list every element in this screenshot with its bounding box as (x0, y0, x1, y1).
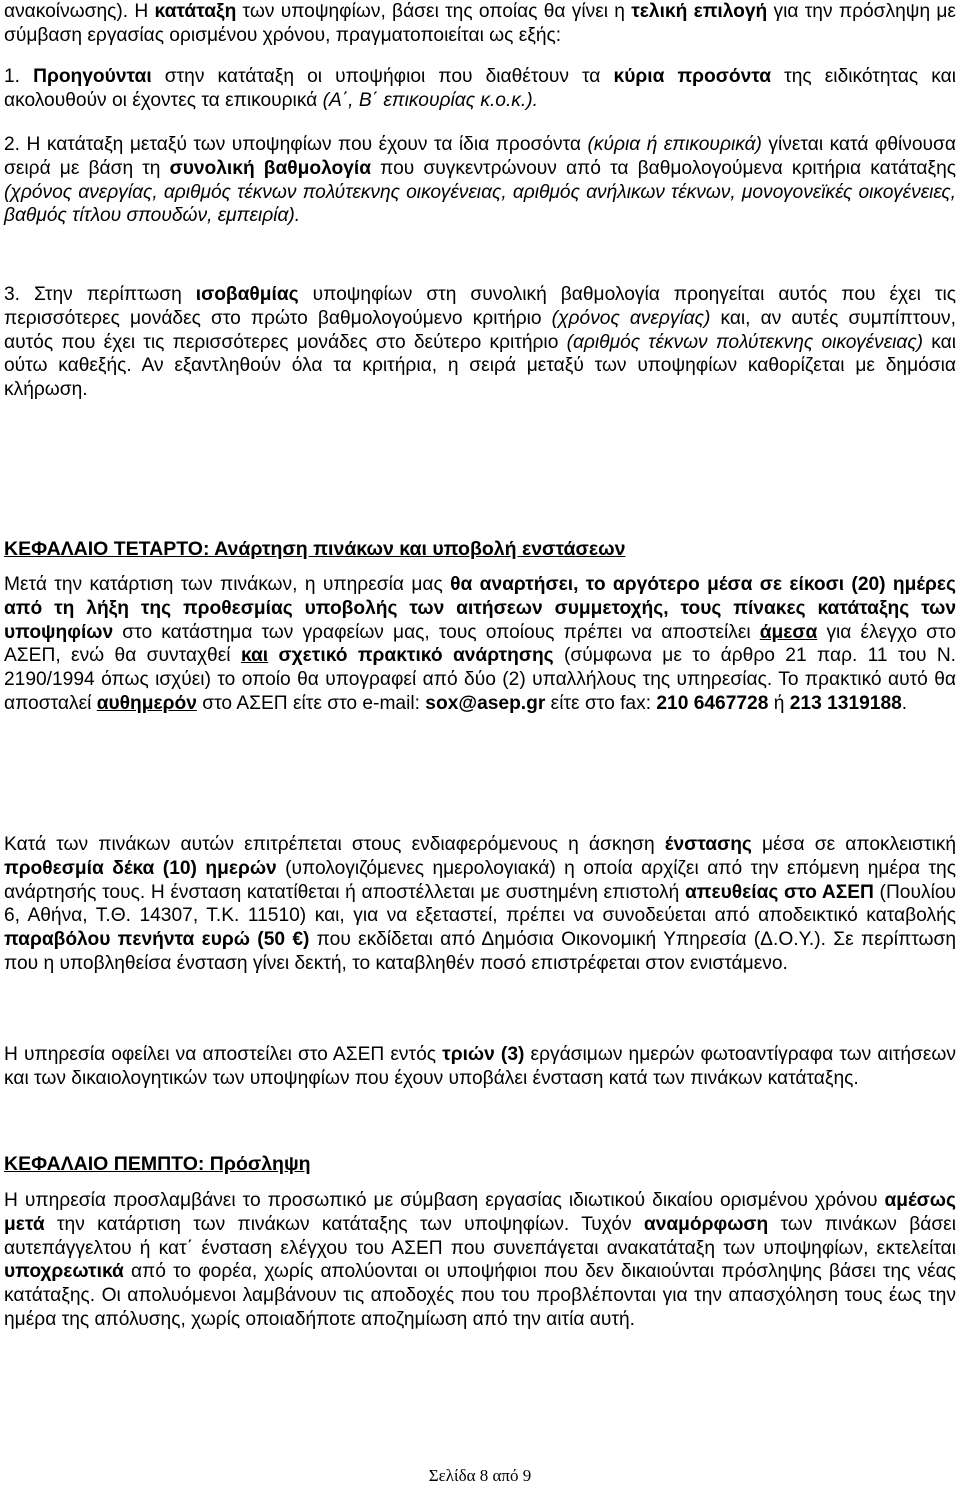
page-footer: Σελίδα 8 από 9 (428, 1466, 532, 1485)
rule-3-text-2: υποψηφίων στη συνολική βαθμολογία προηγείται αυτός που έχει τις περισσότερες μονάδες στο πρώτο βαθμολογούμενο κριτήριο (4, 284, 956, 329)
ch4-p3-text-2: εργάσιμων ημερών φωτοαντίγραφα των αιτήσεων και των δικαιολογητικών των υποψηφίων που έχουν υποβάλει ένσταση κατά των πινάκων κατάταξης. (4, 1044, 956, 1089)
rule-2-text-3: που συγκεντρώνουν από τα βαθμολογούμενα κριτήρια κατάταξης (371, 157, 957, 179)
chapter-4-heading (4, 537, 956, 561)
rule-1-text: στην κατάταξη οι υποψήφιοι που διαθέτουν τα (151, 66, 614, 87)
ch4-p2-text-5: που εκδίδεται από Δημόσια Οικονομική Υπηρεσία (Δ.Ο.Υ.). Σε περίπτωση που η υποβληθείσα ένσταση γίνει δεκτή, το καταβληθέν ποσό επιστρέφεται στον ενιστάμενο. (4, 929, 956, 974)
intro-text: ανακοίνωσης). Η (4, 1, 155, 22)
rule-2-italic-2: (χρόνος ανεργίας, αριθμός τέκνων πολύτεκνης οικογένειας, αριθμός ανήλικων τέκνων, μονογονεϊκές οικογένειες, βαθμός τίτλου σπουδών, εμπειρία). (4, 181, 956, 227)
rule-2-text: Η κατάταξη μεταξύ των υποψηφίων που έχουν τα ίδια προσόντα (26, 134, 588, 155)
ch4-p2-text-2: μέσα σε αποκλειστική (751, 834, 956, 855)
rule-3-italic-2: (αριθμός τέκνων πολύτεκνης οικογένειας) (566, 331, 924, 353)
ch5-p1-text: Η υπηρεσία προσλαμβάνει το προσωπικό με σύμβαση εργασίας ιδιωτικού δικαίου ορισμένου χρόνου (4, 1190, 885, 1211)
rule-3-bold: ισοβαθμίας (195, 284, 299, 305)
ch4-p1-bold-2: σχετικό πρακτικό ανάρτησης (268, 645, 554, 667)
ch4-fax-1: 210 6467728 (656, 692, 769, 714)
chapter-5-heading (4, 1152, 956, 1176)
rule-2-text-2: γίνεται κατά φθίνουσα σειρά με βάση τη (4, 134, 956, 179)
ch4-p1-text-7: ή (768, 692, 790, 714)
rule-3-text-3: και, αν αυτές συμπίπτουν, αυτός που έχει τις περισσότερες μονάδες στο δεύτερο κριτήριο (4, 307, 956, 353)
ch4-p3-bold: τριών (3) (442, 1044, 525, 1065)
intro-bold-ranking: κατάταξη (154, 1, 237, 22)
rule-2-number: 2. (4, 134, 27, 155)
ch4-p1-text-3: για έλεγχο στο ΑΣΕΠ, ενώ θα συνταχθεί (4, 621, 956, 667)
ch5-p1-text-2: την κατάρτιση των πινάκων κατάταξης των υποψηφίων. Τυχόν (44, 1213, 644, 1235)
ch4-p3-text: Η υπηρεσία οφείλει να αποστείλει στο ΑΣΕΠ εντός (4, 1044, 443, 1065)
ch5-p1-bold-3: υποχρεωτικά (4, 1261, 124, 1283)
rule-1-bold: Προηγούνται (33, 66, 152, 87)
ch4-p1-text-2: στο κατάστημα των γραφείων μας, τους οποίους πρέπει να αποστείλει (113, 621, 760, 643)
ch4-p1-text-6: είτε στο fax: (545, 692, 657, 714)
intro-paragraph (4, 0, 956, 48)
ranking-rule-1 (4, 65, 956, 113)
ch4-p1-bold-underline-immediately: άμεσα (759, 621, 818, 643)
ch4-p1-text-5: στο ΑΣΕΠ είτε στο e-mail: (196, 692, 426, 714)
rule-3-number: 3. (4, 284, 34, 305)
rule-1-italic: (Α΄, Β΄ επικουρίας κ.ο.κ.). (322, 89, 538, 111)
ch4-p1-bold-underline-same-day: αυθημερόν (96, 692, 197, 714)
chapter-5-title: ΚΕΦΑΛΑΙΟ ΠΕΜΠΤΟ: Πρόσληψη (4, 1153, 311, 1175)
ranking-rule-3 (4, 283, 956, 402)
ch5-p1-text-4: από το φορέα, χωρίς απολύονται οι υποψήφιοι που δεν δικαιούνται πρόσληψης βάσει της νέας κατάταξης. Οι απολυόμενοι λαμβάνουν τις αποδοχές που του προβλέπονται για την απασχόληση τους έως την ημέρα της απόλυσης, χωρίς οποιαδήποτε αποζημίωση από την αιτία αυτή. (4, 1261, 956, 1330)
chapter-4-title: ΚΕΦΑΛΑΙΟ ΤΕΤΑΡΤΟ: Ανάρτηση πινάκων και υποβολή ενστάσεων (4, 538, 626, 560)
ch4-p1-text: Μετά την κατάρτιση των πινάκων, η υπηρεσία μας (4, 574, 451, 595)
intro-text-3: για την πρόσληψη με σύμβαση εργασίας ορισμένου χρόνου, πραγματοποιείται ως εξής: (4, 1, 956, 46)
ch4-p2-bold-4: παραβόλου πενήντα ευρώ (50 €) (4, 929, 310, 951)
chapter-4-paragraph-2 (4, 833, 956, 976)
intro-bold-final-selection: τελική επιλογή (631, 1, 768, 22)
ch4-p1-bold: θα αναρτήσει, το αργότερο μέσα σε είκοσι (20) ημέρες από τη λήξη της προθεσμίας υποβολής των αιτήσεων συμμετοχής, τους πίνακες κατάταξης των υποψηφίων (4, 574, 956, 643)
ch4-p1-bold-underline-and: και (240, 645, 269, 667)
ch4-fax-2: 213 1319188 (789, 692, 902, 714)
ch4-email: sox@asep.gr (425, 692, 546, 714)
ch4-p1-text-8: . (901, 692, 908, 714)
chapter-4-paragraph-1 (4, 573, 956, 716)
rule-2-bold: συνολική βαθμολογία (169, 157, 372, 179)
ch4-p2-text: Κατά των πινάκων αυτών επιτρέπεται στους ενδιαφερόμενους η άσκηση (4, 834, 665, 855)
ch4-p2-bold: ένστασης (664, 834, 752, 855)
rule-2-italic: (κύρια ή επικουρικά) (587, 134, 762, 155)
ch4-p2-bold-2: προθεσμία δέκα (10) ημερών (4, 857, 277, 879)
rule-3-italic: (χρόνος ανεργίας) (551, 307, 711, 329)
ch5-p1-bold-2: αναμόρφωση (643, 1213, 769, 1235)
intro-text-2: των υποψηφίων, βάσει της οποίας θα γίνει η (236, 1, 632, 22)
ch4-p2-bold-3: απευθείας στο ΑΣΕΠ (685, 881, 874, 903)
ch4-p2-text-4: (Πουλίου 6, Αθήνα, Τ.Θ. 14307, Τ.Κ. 11510) και, για να εξεταστεί, πρέπει να συνοδεύεται από αποδεικτικό καταβολής (4, 881, 956, 927)
rule-1-text-2: της ειδικότητας και ακολουθούν οι έχοντες τα επικουρικά (4, 66, 956, 111)
ch5-p1-bold: αμέσως μετά (4, 1190, 956, 1235)
ranking-rule-2 (4, 133, 956, 228)
ch5-p1-text-3: των πινάκων βάσει αυτεπάγγελτου ή κατ΄ ένσταση ελέγχου του ΑΣΕΠ που συνεπάγεται ανακατάταξη των υποψηφίων, εκτελείται (4, 1213, 956, 1259)
chapter-4-paragraph-3 (4, 1043, 956, 1091)
rule-1-bold-2: κύρια προσόντα (613, 66, 772, 87)
chapter-5-paragraph-1 (4, 1189, 956, 1332)
ch4-p2-text-3: (υπολογιζόμενες ημερολογιακά) η οποία αρχίζει από την επόμενη ημέρα της ανάρτησής τους. Η ένσταση κατατίθεται ή αποστέλλεται με συστημένη επιστολή (4, 857, 956, 903)
ch4-p1-text-4: (σύμφωνα με το άρθρο 21 παρ. 11 του Ν. 2190/1994 όπως ισχύει) το οποίο θα υπογραφεί από δύο (2) υπαλλήλους της υπηρεσίας. Το πρακτικό αυτό θα αποσταλεί (4, 645, 957, 714)
rule-3-text-4: και ούτω καθεξής. Αν εξαντληθούν όλα τα κριτήρια, η σειρά μεταξύ των υποψηφίων καθορίζεται με δημόσια κλήρωση. (4, 331, 956, 401)
rule-1-number: 1. (4, 66, 34, 87)
rule-3-text: Στην περίπτωση (33, 284, 196, 305)
